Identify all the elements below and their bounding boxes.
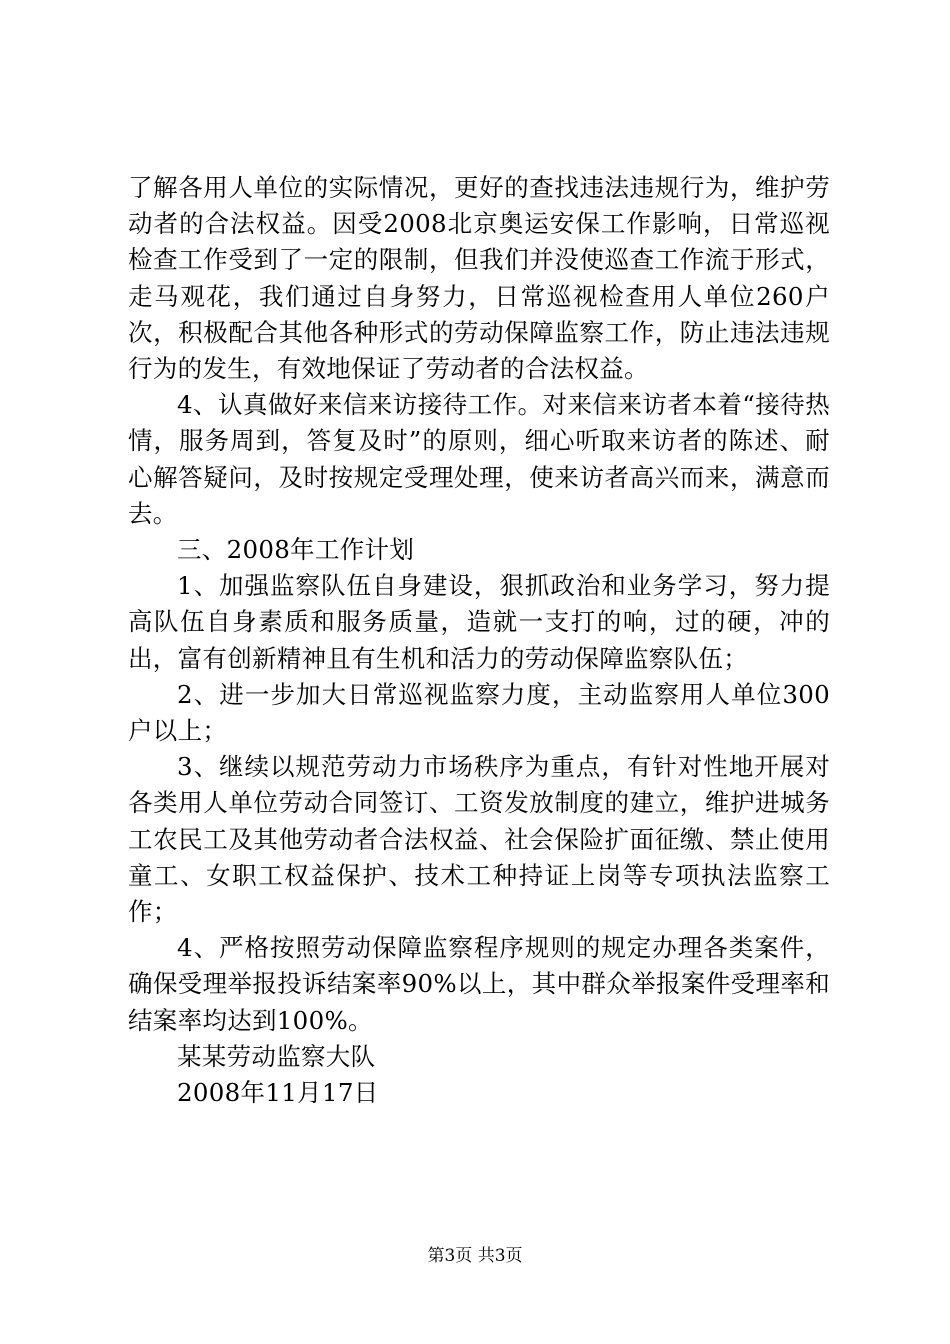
document-body — [128, 170, 830, 1111]
page-footer: 第3页 共3页 — [427, 1246, 523, 1266]
signature-date: 2008年11月17日 — [177, 1078, 379, 1108]
section-heading-plan: 三、2008年工作计划 — [177, 535, 415, 565]
paragraph-plan-3: 3、继续以规范劳动力市场秩序为重点，有针对性地开展对各类用人单位劳动合同签订、工资发放制度的建立，维护进城务工农民工及其他劳动者合法权益、社会保险扩面征缴、禁止使用童工、女职工权益保护、技术工种持证上岗等专项执法监察工作； — [128, 752, 830, 927]
paragraph-plan-1: 1、加强监察队伍自身建设，狠抓政治和业务学习，努力提高队伍自身素质和服务质量，造就一支打的响，过的硬，冲的出，富有创新精神且有生机和活力的劳动保障监察队伍； — [128, 571, 830, 673]
paragraph-plan-4: 4、严格按照劳动保障监察程序规则的规定办理各类案件，确保受理举报投诉结案率90%以上，其中群众举报案件受理率和结案率均达到100%。 — [128, 933, 830, 1035]
signature-organization: 某某劳动监察大队 — [177, 1041, 376, 1071]
paragraph-continued: 了解各用人单位的实际情况，更好的查找违法违规行为，维护劳动者的合法权益。因受2008北京奥运安保工作影响，日常巡视检查工作受到了一定的限制，但我们并没使巡查工作流于形式，走马观花，我们通过自身努力，日常巡视检查用人单位260户次，积极配合其他各种形式的劳动保障监察工作，防止违法违规行为的发生，有效地保证了劳动者的合法权益。 — [128, 173, 830, 384]
paragraph-plan-2: 2、进一步加大日常巡视监察力度，主动监察用人单位300户以上； — [128, 679, 830, 746]
paragraph-item-4-visits: 4、认真做好来信来访接待工作。对来信来访者本着“接待热情，服务周到，答复及时”的原则，细心听取来访者的陈述、耐心解答疑问，及时按规定受理处理，使来访者高兴而来，满意而去。 — [128, 390, 830, 528]
